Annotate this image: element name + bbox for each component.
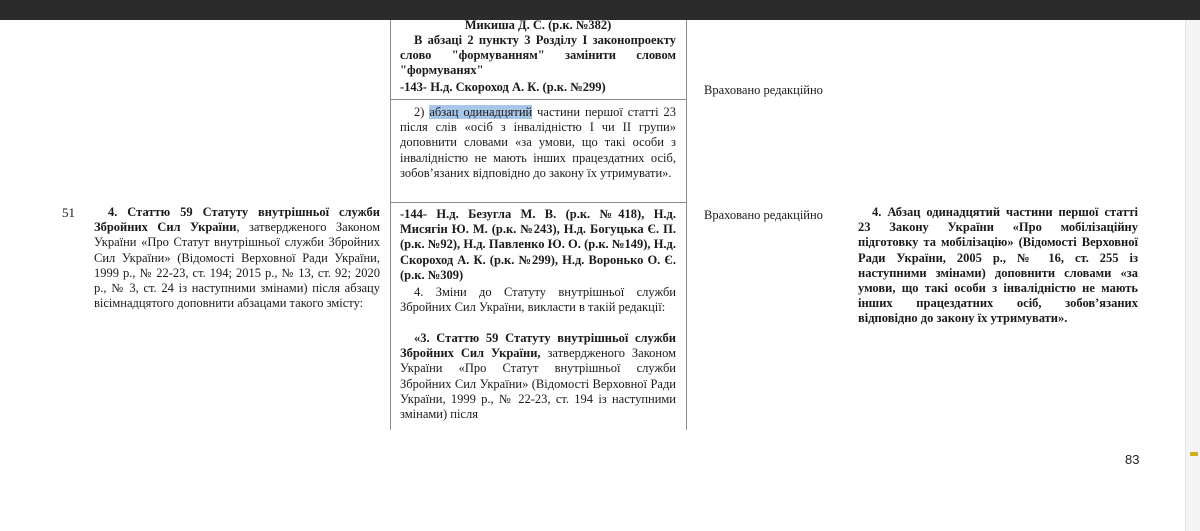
proposal-bold: «3. Статтю 59 Статуту внутрішньої служби Збройних Сил України, xyxy=(400,331,676,361)
proposal-body: частини першої статті 23 після слів «осіб з інвалідністю І чи ІІ групи» доповнити словами «за умови, що такі особи з інвалідністю не мають інших працездатних осіб, зобов’язаних відповідно до закону їх утримувати». xyxy=(400,105,676,180)
selected-text[interactable]: абзац одинадцятий xyxy=(429,105,533,119)
law-text-cell xyxy=(94,205,380,311)
proposal-body: затвердженого Законом України «Про Статут внутрішньої служби Збройних Сил України» (Відомості Верховної Ради України, 1999 р., № 22-23, ст. 194 із наступними змінами) після xyxy=(400,346,676,422)
committee-text: 4. Абзац одинадцятий частини першої статті 23 Закону України «Про мобілізаційну підготовку та мобілізацію» (Відомості Верховної Ради України, 2005 р., № 16, ст. 255 із наступними змінами) доповнити словами «за умови, що такі особи з інвалідністю не мають інших працездатних осіб, зобов’язаних відповідно до закону їх утримувати». xyxy=(858,205,1138,326)
scrollbar[interactable] xyxy=(1185,20,1200,531)
proposal-author: Микиша Д. С. (р.к. №382) xyxy=(464,18,612,32)
status-text: Враховано редакційно xyxy=(704,208,823,222)
page-number: 83 xyxy=(1125,452,1140,467)
cell-divider xyxy=(390,99,686,100)
proposal-author: -143- Н.д. Скороход А. К. (р.к. №299) xyxy=(400,80,606,94)
law-text-bold: 4. Статтю 59 Статуту внутрішньої служби Збройних Сил України xyxy=(94,205,380,235)
scroll-marker xyxy=(1190,452,1198,456)
status-text: Враховано редакційно xyxy=(704,83,823,97)
law-text: 4. Статтю 59 Статуту внутрішньої служби Збройних Сил України, затвердженого Законом України «Про Статут внутрішньої служби Збройних Сил України» (Відомості Верховної Ради України, 1999 р., № 22-23, ст. 194; 2015 р., № 13, ст. 92; 2020 р., № 3, ст. 24 із наступними змінами) після абзацу вісімнадцятого доповнити абзацами такого змісту: xyxy=(94,205,380,311)
column-divider xyxy=(686,20,687,430)
proposal-text: 4. Зміни до Статуту внутрішньої служби Збройних Сил України, викласти в такій редакції: xyxy=(400,285,676,315)
proposal-text: В абзаці 2 пункту 3 Розділу І законопроекту слово "формуванням" замінити словом "формуванях" xyxy=(400,33,676,78)
proposal-text xyxy=(400,331,676,422)
proposal-prefix: 2) xyxy=(414,105,430,119)
viewer-top-bar xyxy=(0,0,1200,20)
row-number: 51 xyxy=(62,205,75,220)
cell-divider xyxy=(390,202,686,203)
column-divider xyxy=(390,20,391,430)
proposal-text xyxy=(400,105,676,181)
proposal-author: -144- Н.д. Безугла М. В. (р.к. №418), Н.д. Мисягін Ю. М. (р.к. №243), Н.д. Богуцька Є. П. (р.к. №92), Н.д. Павленко Ю. О. (р.к. №149), Н.д. Скороход А. К. (р.к. №299), Н.д. Воронько О. Є. (р.к. №309) xyxy=(400,207,676,282)
